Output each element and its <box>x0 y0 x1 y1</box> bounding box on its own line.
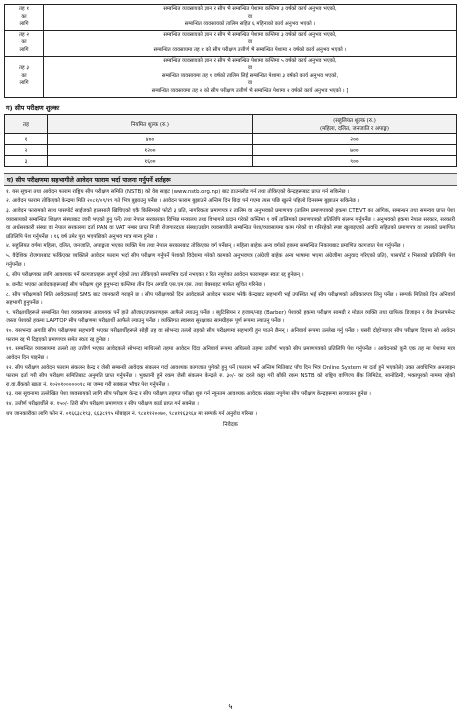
fee-regular: ४०० <box>48 133 253 144</box>
fee-table-header <box>5 114 457 133</box>
requirement-line: सम्बन्धित व्यवसायमा तह १ को सीप परीक्षण उत्तीर्ण भै सम्बन्धित पेशामा २ वर्षको कार्य अनुभव भएको । <box>153 46 347 53</box>
level-label: तह ३ का लागि <box>5 56 44 97</box>
eligibility-row <box>5 30 457 56</box>
level-label: तह १ का लागि <box>5 5 44 31</box>
fee-col-concession: (सहुलियत शुल्क (रु.) (महिला, दलित, जनजाति र अपाङ्ग) <box>253 114 457 133</box>
requirement-line: वा <box>247 65 253 72</box>
requirement-line: वा <box>247 39 253 46</box>
fee-col-regular: नियमित शुल्क (रु.) <box>48 114 253 133</box>
fee-row <box>5 155 457 166</box>
requirement-line: सम्बन्धित व्यवसायको ज्ञान र सीप भै सम्बन्धित पेशामा कम्तिमा ५ वर्षको कार्य अनुभव भएको, <box>163 57 337 64</box>
page-number: ५ <box>228 702 233 711</box>
fee-concession: ७०० <box>253 144 457 155</box>
requirement-line: वा <box>247 13 253 20</box>
level-requirements <box>44 30 457 56</box>
note-item: ११. सम्बन्धित व्यवसायमा तल्लो तह उत्तीर्ण भएका आवेदकले सोभन्दा माथिल्लो तहमा आवेदन दिंदा अनिवार्य रूपमा अघिल्लो तहमा उत्तीर्ण भएको सीप प्रमाणपत्रको प्रतिलिपि पेश गर्नुपर्नेछ । आवेदनको कुनै एक तह मा पेशामा मात्र आवेदन दिन पाइनेछ । <box>6 346 455 361</box>
fee-regular: १६०० <box>48 155 253 166</box>
requirement-line: सम्बन्धित व्यवसायमा तह १ वर्षको तालिम लिई सम्बन्धित पेशामा ३ वर्षको कार्य अनुभव भएको, <box>161 72 339 79</box>
requirement-line: सम्बन्धित व्यवसायको ज्ञान र सीप भै सम्बन्धित पेशामा कम्तिमा ३ वर्षको कार्य अनुभव भएको, <box>163 31 337 38</box>
fee-regular: १२०० <box>48 144 253 155</box>
fee-table <box>4 114 457 167</box>
note-item: ४. सहुलियत वर्गमा महिला, दलित, जनजाति, अपाङ्गता भएका व्यक्ति पेश तथा नेपाल सरकारबाट तोकिएका वर्ग पर्नेछन् । महिला बाहेक अन्य वर्गको हकमा सम्बन्धित निकायबाट प्रमाणित कागजात पेश गर्नुपर्नेछ । <box>6 243 405 250</box>
note-item: १. यस सूचना तथा आवेदन फाराम राष्ट्रिय सीप परीक्षण समिति (NSTB) को वेब साइट (www.nstb.org.np) बाट डाउनलोड गर्न तथा तोकिएको केन्द्रहरूबाट प्राप्त गर्न सकिनेछ । <box>6 188 350 195</box>
fee-col-level: तह <box>5 114 48 133</box>
notes-heading: घ) सीप परीक्षणमा सहभागीले आवेदन फाराम भर्दा पालना गर्नुपर्ने शर्तहरू <box>4 173 457 186</box>
notes-list <box>4 188 457 419</box>
requirement-line: वा <box>247 80 253 87</box>
note-item: ५. वैदेशिक रोजगारबाट फर्किएका व्यक्तिले आवेदन फाराम भर्दा सीप परीक्षण गर्नुपर्ने पेशाको विदेशमा गरेको कामको अनुभवपत्र (अंग्रेजी बाहेक अन्य भाषामा भएमा अंग्रेजीमा अनुवाद गरिएको प्रति), पासपोर्ट र भिसाको प्रतिलिपि पेश गर्नुपर्नेछ । <box>6 253 455 268</box>
requirement-line: सम्बन्धित व्यवसायको तालिम सहित ६ महिनाको कार्य अनुभव भएको । <box>184 21 316 28</box>
note-item: थप जानकारीका लागि फोन नं. ०१६६३८१९३, ६६३८१९५ मोबाइल नं. ९८४११२००७०, ९८४११६३९६४ मा सम्पर्क गर्न अनुरोध गरिन्छ । <box>6 411 257 418</box>
note-item: ३. आवेदन फारामको साथ पासपोर्ट साईजको हालसालै खिचिएको एकै किसिमको फोटो ३ प्रति, नागरिकता प्रमाणपत्र र तालिम वा अनुभवको प्रमाणपत्र (तालिम प्रमाणपत्रको हकमा CTEVT का आंगिक, सम्बन्धन तथा समन्वय प्राप्त पेशा व्यवसायको सम्बन्धित शिक्षण संस्थाबाट जारी भएको हुनु पर्ने) तथा नेपाल सरकारका विभिन्न मन्त्रालय तथा विभागले प्रदान गरेको कम्तिमा १ वर्षे तालिमको प्रमाणपत्रको प्रतिलिपि संलग्न गर्नुपर्नेछ । अनुभवको हकमा नेपाल सरकार, सरकारी वा अर्धसरकारी संस्था वा नेपाल सरकारमा दर्ता PAN वा VAT नम्बर प्राप्त निजी रोजगारदाता संस्था/उद्योग व्यवसायीले सम्बन्धित पेशा/व्यवसायमा काम गरेको वा गरिरहेको स्पष्ट खुलाइएको अवधि सहितको प्रमाणपत्र वा त्यसको प्रमाणित प्रतिलिपि पेश गर्नुपर्नेछ । १६ वर्ष उमेर पूरा भएपछिको अनुभव मात्र मान्य हुनेछ । <box>6 208 455 240</box>
fee-level: २ <box>5 144 48 155</box>
level-label: तह २ का लागि <box>5 30 44 56</box>
level-requirements <box>44 56 457 97</box>
requirement-line: सम्बन्धित व्यवसायमा तह २ को सीप परीक्षण उत्तीर्ण भै सम्बन्धित पेशामा २ वर्षको कार्य अनुभव भएको । ] <box>151 87 349 94</box>
note-item: १३. यस सूचनामा उल्लेखित पेशा व्यवसायको लागि सीप परीक्षण केन्द्र र सीप परीक्षण तहगत परीक्षा शुरु गर्न न्यूनतम आवश्यक आवेदक संख्या नपुगेमा सीप परीक्षण केन्द्रहरूमा सञ्चालन हुनेछ । <box>6 391 371 398</box>
requirement-line: सम्बन्धित व्यवसायको ज्ञान र सीप भै सम्बन्धित पेशामा कम्तिमा ३ वर्षको कार्य अनुभव भएको, <box>163 6 337 12</box>
fee-section-title: ग) सीप परीक्षण शुल्कः <box>6 103 60 112</box>
eligibility-table <box>4 4 457 98</box>
note-item: ७. छनौट भएका आवेदकहरूलाई सीप परीक्षण शुरु हुनुभन्दा कम्तिमा तीन दिन अगाडि एस.एम.एस. तथा वेबसाइट मार्फत सूचित गरिनेछ । <box>6 281 266 288</box>
note-item: ९. परीक्षार्थीहरूले सम्बन्धित पेशा व्यवसायमा आवश्यक पर्ने हाते औजार/उपकरणहरू आफैले ल्याउनु पर्नेछ । ब्युटिसियन र हजाम/नाइ (Barber) पेशाको हकमा परीक्षण सामग्री र मोडल व्यक्ति तथा ग्राफिक डिजाइन र वेब डेभलपमेन्ट जस्ता पेशाको हकमा LAPTOP सीप परीक्षणमा परीक्षार्थी आफैले ल्याउनु पर्नेछ । व्यक्तिगत स्वास्थ्य सुरक्षाका सामग्रीहरू पूर्ण रूपमा ल्याउनु पर्नेछ । <box>6 309 455 325</box>
fee-row <box>5 133 457 144</box>
fee-level: १ <box>5 133 48 144</box>
fee-concession: ९०० <box>253 155 457 166</box>
level-requirements <box>44 5 457 31</box>
note-item: २. आवेदन फाराम तोकिएको केन्द्रमा मिति २०८१/०९/१९ गते भित्र बुझाउनु पर्नेछ । आवेदन फाराम बुझाउने अन्तिम दिन बिदा पर्न गएमा त्यस पछि खुल्ने पहिलो दिनसम्म बुझाउन सकिनेछ । <box>6 198 360 205</box>
closing-word: निवेदक <box>223 422 238 429</box>
note-item: १०. यसभन्दा अगाडि सीप परीक्षणमा सहभागी भएका परीक्षार्थीहरूले सोही तह वा सोभन्दा तल्लो तहको सीप परीक्षणमा सहभागी हुन पाउने छैनन् । अनिवार्य रूपमा उल्लेख गर्नु पर्नेछ । यसरी दोहोर्‍याएर सीप परीक्षण दिएमा सो आवेदन फाराम रद्द भै दिइएको प्रमाणपत्र समेत स्वतः रद्द हुनेछ । <box>6 328 455 343</box>
note-item: ६. सीप परीक्षणका लागि आवश्यक पर्ने कागजातहरू अपूर्ण रहेको तथा तोकिएको समयभित्र दर्ता नभएका र रित नपुगेका आवेदन फारामहरू स्वतः रद्द हुनेछन् । <box>6 271 304 278</box>
eligibility-row <box>5 56 457 97</box>
note-item: १२. सीप परीक्षण आवेदन फाराम संकलन केन्द्र र जेसी सम्बन्धी आवेदक संकलन गर्दा आवश्यक कागजात पुगेको हुनु पर्ने (फाराम भर्ने अन्तिम मितिबाट पाँच दिन भित्र Online System मा दर्ता हुने भएकोले) उक्त अवधिभित्र अनलाइन फाराम दर्ता गरी सीप परीक्षण समितिबाट अनुमति प्राप्त गर्नुपर्नेछ । भुक्तानी हुने रकम जेसी संकलन केन्द्रले रु. ३०/- का दरले कट्टा गरी बाँकी रकम NSTB को राष्ट्रिय वाणिज्य बैंक लिमिटेड, सानोठिमी, भक्तपुरको नाममा रहेको रा.वा.बैंकको खाता नं. १०२०१००००००१८ मा जम्मा गरी सक्कल भौचर पेश गर्नुपर्नेछ । <box>6 364 455 388</box>
fee-row <box>5 144 457 155</box>
note-item: १४. उत्तीर्ण परीक्षार्थीले रु. १५०/- तिरी सीप परीक्षण प्रमाणपत्र र सीप परीक्षण कार्ड प्राप्त गर्न सक्नेछ । <box>6 401 199 408</box>
note-item: ८. सीप परीक्षणको मिति आवेदकलाई SMS बाट जानकारी गराइने छ । सीप परीक्षणको दिन आवेदकले आवेदन फाराम भरेकै केन्द्रबाट सहभागी भई उपस्थित भई सीप परीक्षणको अधिकारपत्र लिनु पर्नेछ । सम्पर्क मितिको दिन अनिवार्य सहभागी हुनुपर्नेछ । <box>6 291 455 306</box>
fee-level: ३ <box>5 155 48 166</box>
eligibility-row <box>5 5 457 31</box>
fee-concession: २०० <box>253 133 457 144</box>
